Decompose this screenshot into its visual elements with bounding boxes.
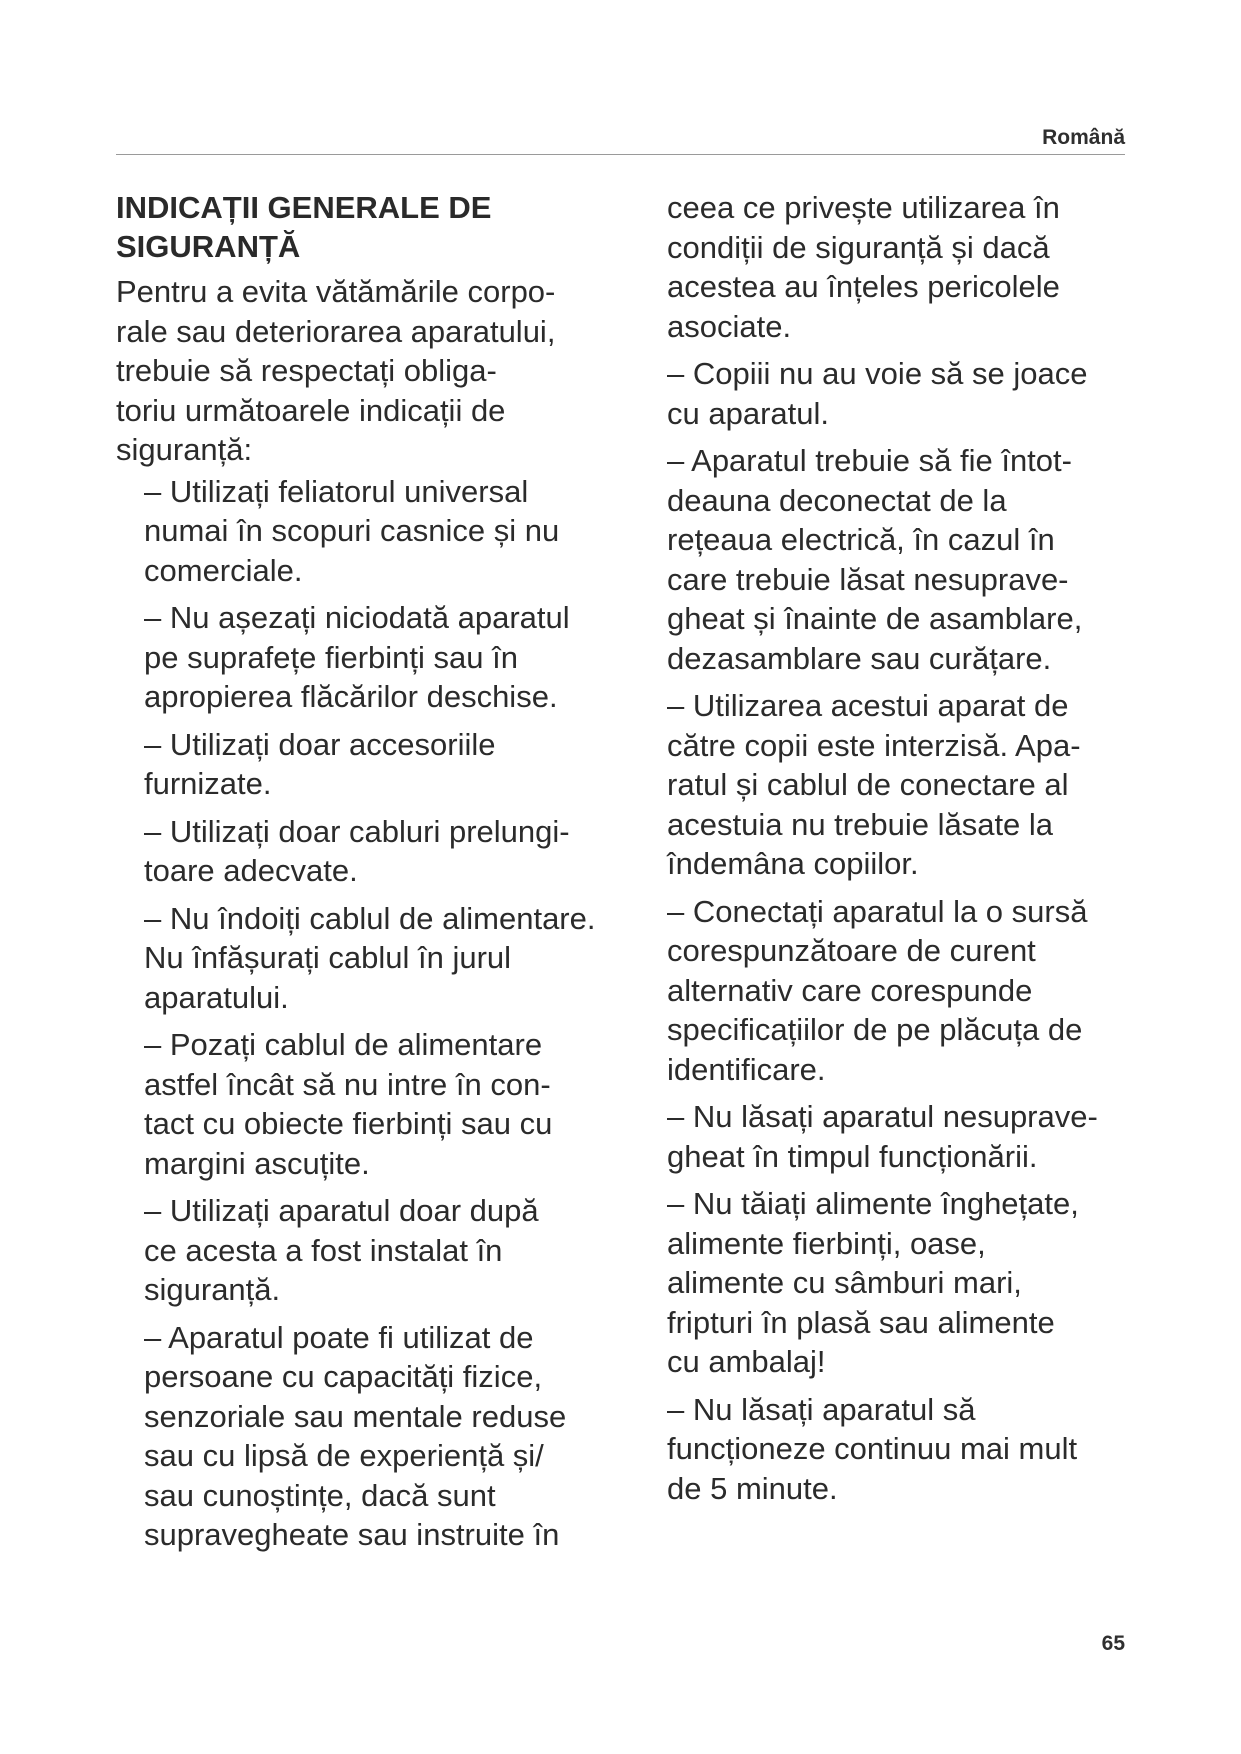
item-line: comerciale. <box>144 552 303 588</box>
item-line: sau cunoștințe, dacă sunt <box>144 1477 496 1513</box>
item-line: margini ascuțite. <box>144 1145 370 1181</box>
right-column <box>667 188 1137 1516</box>
safety-item <box>144 725 636 804</box>
safety-item <box>667 354 1137 433</box>
item-line: de 5 minute. <box>667 1470 838 1506</box>
item-line: îndemâna copiilor. <box>667 846 919 881</box>
item-line: – Pozați cablul de alimentare <box>144 1027 543 1062</box>
intro-line: rale sau deteriorarea aparatului, <box>116 313 556 349</box>
intro-line: siguranță: <box>116 432 253 467</box>
item-line: către copii este interzisă. Apa- <box>667 727 1081 763</box>
item-line: apropierea flăcărilor deschise. <box>144 679 558 714</box>
item-line: pe suprafețe fierbinți sau în <box>144 639 518 675</box>
continuation-line: acestea au înțeles pericolele <box>667 269 1060 304</box>
language-label: Română <box>1042 126 1125 149</box>
item-line: – Utilizați doar cabluri prelungi- <box>144 813 570 849</box>
item-line: specificațiilor de pe plăcuța de <box>667 1012 1083 1047</box>
item-line: – Aparatul poate fi utilizat de <box>144 1319 534 1355</box>
item-line: identificare. <box>667 1051 826 1087</box>
item-line: fripturi în plasă sau alimente <box>667 1304 1055 1340</box>
continuation-line: asociate. <box>667 308 792 344</box>
item-line: supravegheate sau instruite în <box>144 1517 560 1552</box>
item-line: astfel încât să nu intre în con- <box>144 1066 551 1102</box>
item-line: ce acesta a fost instalat în <box>144 1232 503 1268</box>
safety-item <box>667 1390 1137 1509</box>
item-line: – Copiii nu au voie să se joace <box>667 356 1088 391</box>
item-line: persoane cu capacități fizice, <box>144 1359 543 1394</box>
item-line: – Utilizați aparatul doar după <box>144 1193 539 1228</box>
safety-item <box>667 1097 1137 1176</box>
item-line: – Nu îndoiți cablul de alimentare. <box>144 900 596 936</box>
item-line: alimente fierbinți, oase, <box>667 1225 986 1261</box>
safety-item <box>144 598 636 717</box>
safety-item <box>667 1184 1137 1382</box>
intro-line: toriu următoarele indicații de <box>116 392 506 428</box>
item-line: – Conectați aparatul la o sursă <box>667 893 1088 929</box>
intro-paragraph <box>116 272 636 470</box>
item-line: deauna deconectat de la <box>667 482 1007 518</box>
item-line: – Aparatul trebuie să fie întot- <box>667 443 1072 478</box>
item-line: gheat în timpul funcționării. <box>667 1138 1038 1174</box>
continuation-paragraph <box>667 188 1137 346</box>
item-line: aparatului. <box>144 979 289 1015</box>
page-number: 65 <box>1101 1632 1125 1655</box>
item-line: tact cu obiecte fierbinți sau cu <box>144 1106 553 1141</box>
safety-item <box>667 892 1137 1090</box>
section-title <box>116 188 636 266</box>
safety-item <box>144 1318 636 1555</box>
safety-item <box>144 812 636 891</box>
item-line: sau cu lipsă de experiență și/ <box>144 1438 544 1473</box>
safety-item <box>144 899 636 1018</box>
left-column <box>116 188 636 1563</box>
item-line: numai în scopuri casnice și nu <box>144 513 560 548</box>
intro-line: Pentru a evita vătămările corpo- <box>116 274 556 309</box>
safety-item <box>144 472 636 591</box>
item-line: senzoriale sau mentale reduse <box>144 1398 567 1434</box>
item-line: dezasamblare sau curățare. <box>667 640 1052 676</box>
header-divider <box>116 154 1125 155</box>
item-line: – Nu tăiați alimente înghețate, <box>667 1186 1079 1221</box>
item-line: rețeaua electrică, în cazul în <box>667 522 1055 557</box>
continuation-line: condiții de siguranță și dacă <box>667 229 1050 265</box>
item-line: furnizate. <box>144 766 272 801</box>
item-line: – Nu lăsați aparatul să <box>667 1391 976 1427</box>
safety-item <box>144 1025 636 1183</box>
item-line: alimente cu sâmburi mari, <box>667 1265 1022 1300</box>
item-line: care trebuie lăsat nesuprave- <box>667 561 1069 597</box>
item-line: toare adecvate. <box>144 853 358 888</box>
item-line: – Nu așezați niciodată aparatul <box>144 600 570 635</box>
item-line: corespunzătoare de curent <box>667 933 1036 968</box>
item-line: Nu înfășurați cablul în jurul <box>144 940 512 975</box>
item-line: ratul și cablul de conectare al <box>667 767 1069 802</box>
safety-item <box>144 1191 636 1310</box>
item-line: siguranță. <box>144 1272 281 1307</box>
title-line: SIGURANȚĂ <box>116 229 301 264</box>
safety-item <box>667 441 1137 678</box>
item-line: – Utilizați doar accesoriile <box>144 726 496 762</box>
item-line: – Utilizarea acestui aparat de <box>667 688 1069 723</box>
item-line: funcționeze continuu mai mult <box>667 1431 1078 1466</box>
intro-line: trebuie să respectați obliga- <box>116 353 497 388</box>
item-line: gheat și înainte de asamblare, <box>667 601 1083 636</box>
item-line: – Utilizați feliatorul universal <box>144 473 529 509</box>
item-line: cu aparatul. <box>667 395 829 431</box>
item-line: cu ambalaj! <box>667 1344 826 1379</box>
continuation-line: ceea ce privește utilizarea în <box>667 190 1060 225</box>
safety-list-right <box>667 354 1137 1508</box>
safety-item <box>667 686 1137 884</box>
item-line: – Nu lăsați aparatul nesuprave- <box>667 1099 1098 1134</box>
title-line: INDICAȚII GENERALE DE <box>116 190 492 225</box>
safety-list-left <box>116 472 636 1555</box>
item-line: acestuia nu trebuie lăsate la <box>667 806 1054 842</box>
item-line: alternativ care corespunde <box>667 972 1033 1008</box>
